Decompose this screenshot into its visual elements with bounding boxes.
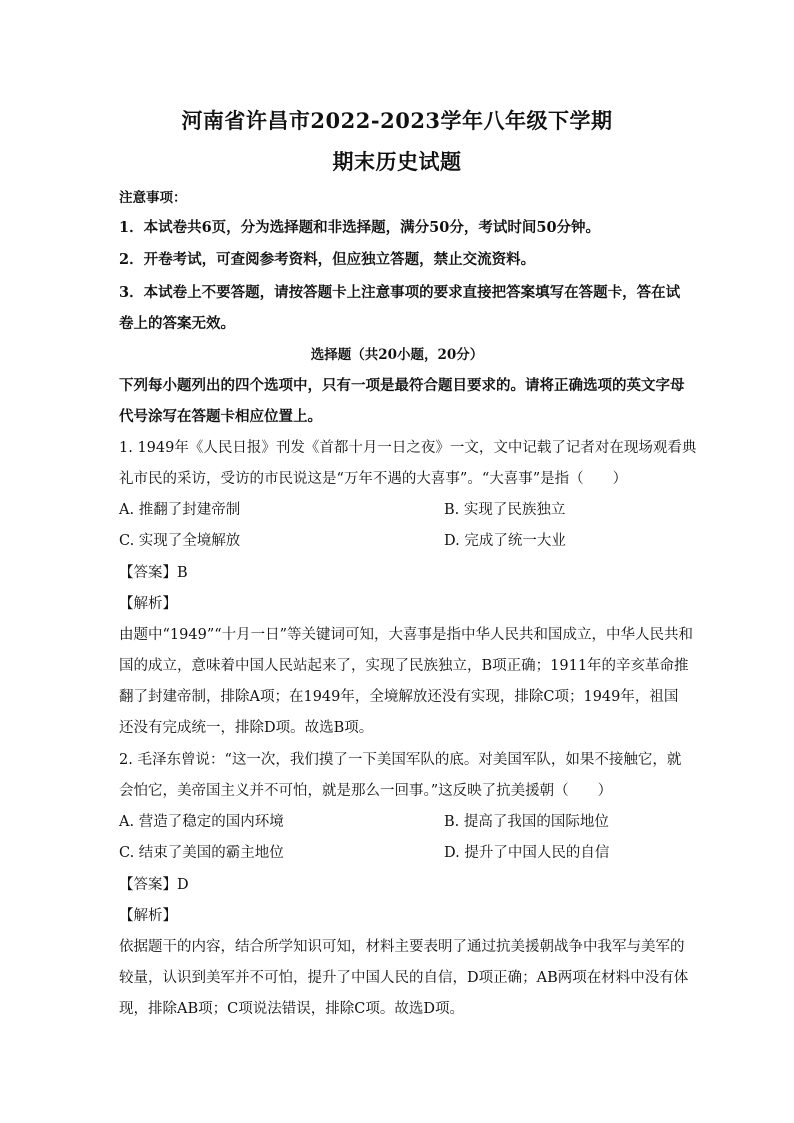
- question-1-analysis-line-4: 还没有完成统一，排除D项。故选B项。: [119, 720, 374, 736]
- page-subtitle: 期末历史试题: [332, 149, 462, 174]
- page-title: 河南省许昌市2022-2023学年八年级下学期: [181, 108, 613, 133]
- question-2-option-b: B. 提高了我国的国际地位: [444, 814, 609, 830]
- question-2-analysis-label: 【解析】: [119, 908, 177, 924]
- question-2-analysis-line-1: 依据题干的内容，结合所学知识可知，材料主要表明了通过抗美援朝战争中我军与美军的: [119, 939, 685, 955]
- question-2-option-a: A. 营造了稳定的国内环境: [119, 814, 284, 830]
- question-1-analysis-line-1: 由题中“1949”“十月一日”等关键词可知，大喜事是指中华人民共和国成立，中华人民共和: [119, 627, 694, 643]
- question-1-stem-line-2: 礼市民的采访，受访的市民说这是“万年不遇的大喜事”。“大喜事”是指（ ）: [119, 471, 628, 487]
- question-2-analysis-line-2: 较量，认识到美军并不可怕，提升了中国人民的自信，D项正确；AB两项在材料中没有体: [119, 970, 689, 986]
- section-instruction-1: 下列每小题列出的四个选项中，只有一项是最符合题目要求的。请将正确选项的英文字母: [119, 377, 685, 394]
- question-1-option-b: B. 实现了民族独立: [444, 502, 566, 518]
- notice-item-1: 1．本试卷共6页，分为选择题和非选择题，满分50分，考试时间50分钟。: [119, 219, 601, 236]
- section-instruction-2: 代号涂写在答题卡相应位置上。: [119, 408, 322, 425]
- question-2-stem-line-1: 2. 毛泽东曾说：“这一次，我们摸了一下美国军队的底。对美国军队，如果不接触它，就: [119, 752, 682, 768]
- question-2-option-d: D. 提升了中国人民的自信: [444, 845, 610, 861]
- question-1-option-d: D. 完成了统一大业: [444, 533, 566, 549]
- question-1-analysis-label: 【解析】: [119, 596, 177, 612]
- notice-item-3-cont: 卷上的答案无效。: [119, 315, 235, 332]
- question-2-answer: 【答案】D: [119, 877, 189, 893]
- question-1-option-c: C. 实现了全境解放: [119, 533, 241, 549]
- question-2-option-c: C. 结束了美国的霸主地位: [119, 845, 284, 861]
- question-2-analysis-line-3: 现，排除AB项；C项说法错误，排除C项。故选D项。: [119, 1001, 464, 1017]
- section-heading: 选择题（共20小题，20分）: [310, 347, 484, 363]
- question-1-option-a: A. 推翻了封建帝制: [119, 502, 241, 518]
- notice-item-3: 3．本试卷上不要答题，请按答题卡上注意事项的要求直接把答案填写在答题卡，答在试: [119, 284, 681, 301]
- notice-heading: 注意事项：: [119, 190, 187, 206]
- question-1-stem-line-1: 1. 1949年《人民日报》刊发《首都十月一日之夜》一文，文中记载了记者对在现场观看典: [119, 440, 697, 456]
- question-2-stem-line-2: 会怕它，美帝国主义并不可怕，就是那么一回事。”这反映了抗美援朝（ ）: [119, 783, 613, 799]
- notice-item-2: 2．开卷考试，可查阅参考资料，但应独立答题，禁止交流资料。: [119, 251, 536, 268]
- question-1-analysis-line-3: 翻了封建帝制，排除A项；在1949年，全境解放还没有实现，排除C项；1949年，祖国: [119, 689, 679, 705]
- question-1-answer: 【答案】B: [119, 565, 188, 581]
- question-1-analysis-line-2: 国的成立，意味着中国人民站起来了，实现了民族独立，B项正确；1911年的辛亥革命推: [119, 658, 689, 674]
